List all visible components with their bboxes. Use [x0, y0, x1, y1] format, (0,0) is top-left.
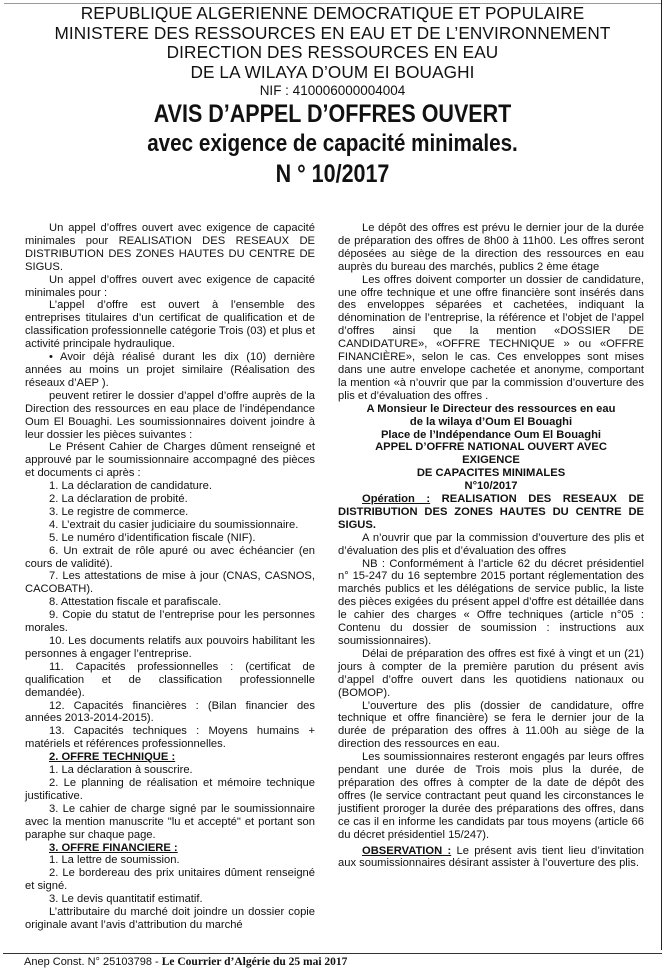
intro-paragraph: Un appel d’offres ouvert avec exigence de capacité minimales pour REALISATION DES RESEAUX DE DISTRIBUTION DES ZONES HAUTES DU CENTRE DE SIGUS. — [25, 222, 315, 273]
address-line: EXIGENCE — [462, 454, 520, 467]
left-column — [25, 222, 315, 932]
delay-paragraph: Délai de préparation des offres est fixé à vingt et un (21) jours à compter de la première parution du présent avis d’appel d’offre ouvert dans les quotidiens nationaux ou (BOMOP). — [338, 647, 644, 699]
operation-paragraph — [338, 493, 644, 532]
envelopes-paragraph: Les offres doivent comporter un dossier de candidature, une offre technique et une offre financière sont insérés dans des enveloppes séparées et cachetées, indiquant la dénomination de l’entreprise, la référence et l’objet de l’appel d’offres ainsi que la mention «DOSSIER DE CANDIDATURE», «OFFRE TECHNIQUE » ou «OFFRE FINANCIÈRE», selon le cas. Ces enveloppes sont mises dans une autre envelope cachetée et anonyme, comportant la mention «à n’ouvrir que par la commission d’ouverture des plis et d’évaluation des offres . — [338, 273, 644, 402]
operation-label: Opération : — [362, 493, 431, 506]
list-item: 5. Le numéro d’identification fiscale (NIF). — [49, 531, 256, 544]
address-line: APPEL D’OFFRE NATIONAL OUVERT AVEC — [375, 441, 607, 454]
commitment-paragraph: Les soumissionnaires resteront engagés par leurs offres pendant une durée de Trois mois plus la durée, de préparation des offres à compter de la date de dépôt des offres (le service contractant peut quand les circonstances le justifient proroger la durée des préparations des offres, dans ce cas il en informe les candidats par tous moyens (article 66 du décret présidentiel 15/247). — [338, 751, 644, 841]
award-paragraph: L’attributaire du marché doit joindre un dossier copie originale avant l’avis d’attribution du marché — [25, 906, 315, 931]
list-item: 3. Le cahier de charge signé par le soumissionnaire avec la mention manuscrite "lu et accepté" et portant son paraphe sur chaque page. — [25, 802, 315, 841]
intro-paragraph-2: Un appel d’offres ouvert avec exigence de capacité minimales pour : — [25, 273, 315, 299]
financial-offer-heading: 3. OFFRE FINANCIERE : — [49, 841, 178, 854]
list-item: 4. L’extrait du casier judiciaire du soumissionnaire. — [49, 518, 299, 531]
eligibility-paragraph: L’appel d’offre est ouvert à l’ensemble des entreprises titulaires d’un certificat de qualification et de classification professionnelle catégorie Trois (03) et plus et activité principale hydraulique. — [25, 299, 315, 351]
technical-offer-heading: 2. OFFRE TECHNIQUE : — [49, 751, 176, 764]
list-item: 3. Le devis quantitatif estimatif. — [49, 893, 203, 906]
footer-rule — [3, 953, 662, 954]
right-column — [338, 222, 644, 870]
republic-line: REPUBLIQUE ALGERIENNE DEMOCRATIQUE ET POPULAIRE — [80, 3, 585, 23]
list-item: 2. Le bordereau des prix unitaires dûment renseigné et signé. — [25, 867, 315, 893]
list-item: 11. Capacités professionnelles : (certificat de qualification et de classification professionnelle demandée). — [25, 660, 315, 699]
withdrawal-paragraph: peuvent retirer le dossier d’appel d’offre auprès de la Direction des ressources en eau place de l’indépendance Oum El Bouaghi. Les soumissionnaires doivent joindre à leur dossier les pièces suivantes : — [25, 389, 315, 441]
address-line: A Monsieur le Directeur des ressources en eau — [366, 402, 616, 415]
notice-title: AVIS D’APPEL D’OFFRES OUVERT — [153, 100, 512, 128]
list-item: 13. Capacités techniques : Moyens humains + matériels et références professionnelles. — [25, 725, 315, 751]
experience-paragraph: • Avoir déjà réalisé durant les dix (10) dernière années au moins un projet similaire (Réalisation des réseaux d’AEP ). — [25, 351, 315, 389]
address-line: N°10/2017 — [464, 480, 518, 493]
address-line: de la wilaya d’Oum El Bouaghi — [409, 415, 573, 428]
list-item: 2. Le planning de réalisation et mémoire technique justificative. — [25, 776, 315, 802]
nif-number: NIF : 410006000004004 — [259, 83, 406, 98]
list-item: 9. Copie du statut de l’entreprise pour les personnes morales. — [25, 609, 315, 635]
publication-name: Le Courrier d’Algérie du 25 mai 2017 — [161, 956, 348, 968]
notice-number: N ° 10/2017 — [275, 160, 390, 188]
list-item: 3. Le registre de commerce. — [49, 505, 189, 518]
notice-subtitle: avec exigence de capacité minimales. — [147, 130, 518, 157]
list-item: 2. La déclaration de probité. — [49, 493, 188, 506]
list-item: 8. Attestation fiscale et parafiscale. — [49, 596, 222, 609]
list-item: 1. La déclaration de candidature. — [49, 480, 212, 493]
address-line: DE CAPACITES MINIMALES — [416, 467, 566, 480]
charges-paragraph: Le Présent Cahier de Charges dûment renseigné et approuvé par le soumissionnaire accompagné des pièces et documents ci après : — [25, 441, 315, 480]
footer — [0, 950, 665, 976]
list-item: 6. Un extrait de rôle apuré ou avec échéancier (en cours de validité). — [25, 544, 315, 570]
footer-text — [24, 956, 347, 969]
observation-label: OBSERVATION : — [362, 844, 452, 857]
nb-paragraph: NB : Conformément à l’article 62 du décret présidentiel n° 15-247 du 16 septembre 2015 portant réglementation des marchés publics et les délégations de service public, la liste des pièces exigées du présent appel d’offre est détaillée dans le cahier des charges « Offre techniques (article n°05 : Contenu du dossier de soumission : instructions aux soumissionnaires). — [338, 557, 644, 647]
anep-reference: Anep Const. N° 25103798 - — [24, 956, 162, 968]
operation-text: REALISATION DES RESEAUX DE DISTRIBUTION DES ZONES HAUTES DU CENTRE DE SIGUS. — [338, 493, 644, 531]
list-item: 12. Capacités financières : (Bilan financier des années 2013-2014-2015). — [25, 699, 315, 725]
ministry-line: MINISTERE DES RESSOURCES EN EAU ET DE L’ENVIRONNEMENT — [54, 22, 611, 43]
observation-paragraph — [338, 845, 644, 871]
list-item: 1. La lettre de soumission. — [49, 854, 180, 867]
opening-paragraph: A n’ouvrir que par la commission d’ouverture des plis et d’évaluation des plis et d’évaluation des offres — [338, 531, 644, 557]
list-item: 1. La déclaration à souscrire. — [49, 764, 193, 777]
deposit-paragraph: Le dépôt des offres est prévu le dernier jour de la durée de préparation des offres de 8h00 à 11h00. Les offres seront déposées au siège de la direction des ressources en eau auprès du bureau des marchés, publics 2 ème étage — [338, 222, 644, 273]
list-item: 7. Les attestations de mise à jour (CNAS, CASNOS, CACOBATH). — [25, 570, 315, 596]
wilaya-line: DE LA WILAYA D’OUM EI BOUAGHI — [190, 61, 475, 82]
notice-header — [0, 4, 665, 190]
list-item: 10. Les documents relatifs aux pouvoirs habilitant les personnes à engager l’entreprise. — [25, 635, 315, 660]
direction-line: DIRECTION DES RESSOURCES EN EAU — [166, 42, 499, 62]
observation-text: Le présent avis tient lieu d’invitation aux soumissionnaires désirant assister à l’ouverture des plis. — [338, 844, 644, 870]
address-line: Place de l’Indépendance Oum El Bouaghi — [380, 428, 602, 441]
opening-date-paragraph: L’ouverture des plis (dossier de candidature, offre technique et offre financière) se fera le dernier jour de la durée de préparation des offres à 11.00h au siège de la direction des ressources en eau. — [338, 699, 644, 751]
